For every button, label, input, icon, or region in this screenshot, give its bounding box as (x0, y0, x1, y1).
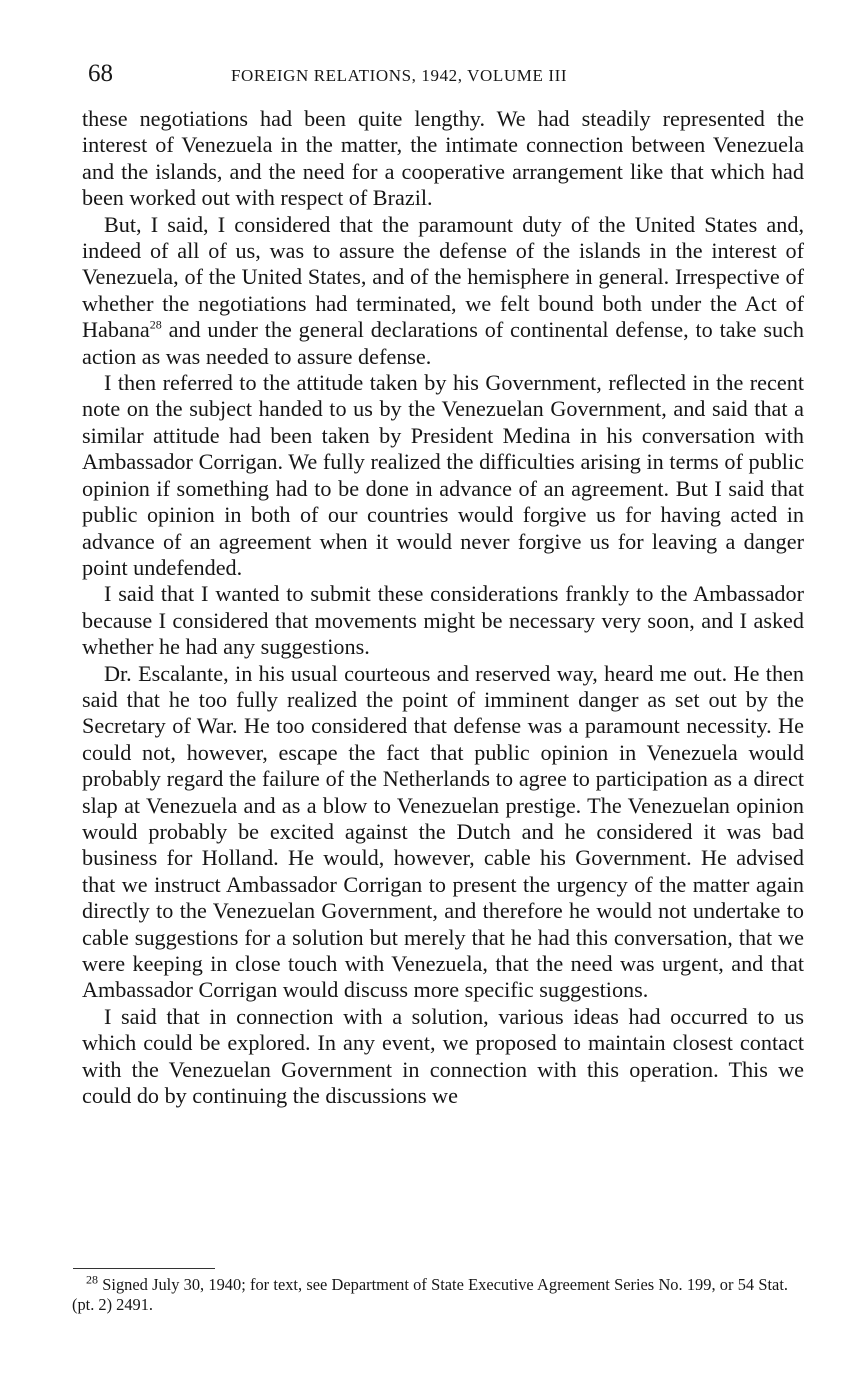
footnote-text: Signed July 30, 1940; for text, see Department of State Executive Agreement Series No. 199, or 54 Stat. (pt. 2) 2491. (72, 1275, 788, 1314)
running-head-title: FOREIGN RELATIONS, 1942, VOLUME III (231, 66, 568, 85)
page-number: 68 (88, 60, 113, 87)
paragraph-1: these negotiations had been quite lengthy. We had steadily represented the interest of Venezuela in the matter, the intimate connection between Venezuela and the islands, and the need for a cooperative arrangement like that which had been worked out with respect of Brazil. (82, 106, 804, 211)
footnote-marker: 28 (86, 1272, 98, 1287)
paragraph-4: I said that I wanted to submit these considerations frankly to the Ambassador because I considered that movements might be necessary very soon, and I asked whether he had any suggestions. (82, 581, 804, 660)
paragraph-2 (82, 212, 804, 370)
body-text (82, 106, 804, 1109)
footnote-body (72, 1272, 788, 1315)
running-header (88, 56, 788, 92)
footnote-28 (72, 1272, 788, 1315)
paragraph-3: I then referred to the attitude taken by his Government, reflected in the recent note on the subject handed to us by the Venezuelan Government, and said that a similar attitude had been taken by President Medina in his conversation with Ambassador Corrigan. We fully realized the difficulties arising in terms of public opinion if something had to be done in advance of an agreement. But I said that public opinion in both of our countries would forgive us for having acted in advance of an agreement when it would never forgive us for leaving a danger point undefended. (82, 370, 804, 580)
footnote-reference-28: 28 (149, 317, 162, 332)
paragraph-5: Dr. Escalante, in his usual courteous and reserved way, heard me out. He then said that he too fully realized the point of imminent danger as set out by the Secretary of War. He too considered that defense was a paramount necessity. He could not, however, escape the fact that public opinion in Venezuela would probably regard the failure of the Netherlands to agree to participation as a direct slap at Venezuela and as a blow to Venezuelan prestige. The Venezuelan opinion would probably be excited against the Dutch and he considered it was bad business for Holland. He would, however, cable his Government. He advised that we instruct Ambassador Corrigan to present the urgency of the matter again directly to the Venezuelan Government, and therefore he would not undertake to cable suggestions for a solution but merely that he had this conversation, that we were keeping in close touch with Venezuela, that the need was urgent, and that Ambassador Corrigan would discuss more specific suggestions. (82, 660, 804, 1003)
paragraph-2-text-b: and under the general declarations of continental defense, to take such action as was needed to assure defense. (82, 317, 804, 369)
footnote-divider (73, 1268, 215, 1269)
paragraph-6: I said that in connection with a solution, various ideas had occurred to us which could be explored. In any event, we proposed to maintain closest contact with the Venezuelan Government in connection with this operation. This we could do by continuing the discussions we (82, 1003, 804, 1109)
paragraph-2-text-a: But, I said, I considered that the paramount duty of the United States and, indeed of all of us, was to assure the defense of the islands in the interest of Venezuela, of the United States, and of the hemisphere in general. Irrespective of whether the negotiations had terminated, we felt bound both under the Act of Habana (82, 211, 804, 343)
